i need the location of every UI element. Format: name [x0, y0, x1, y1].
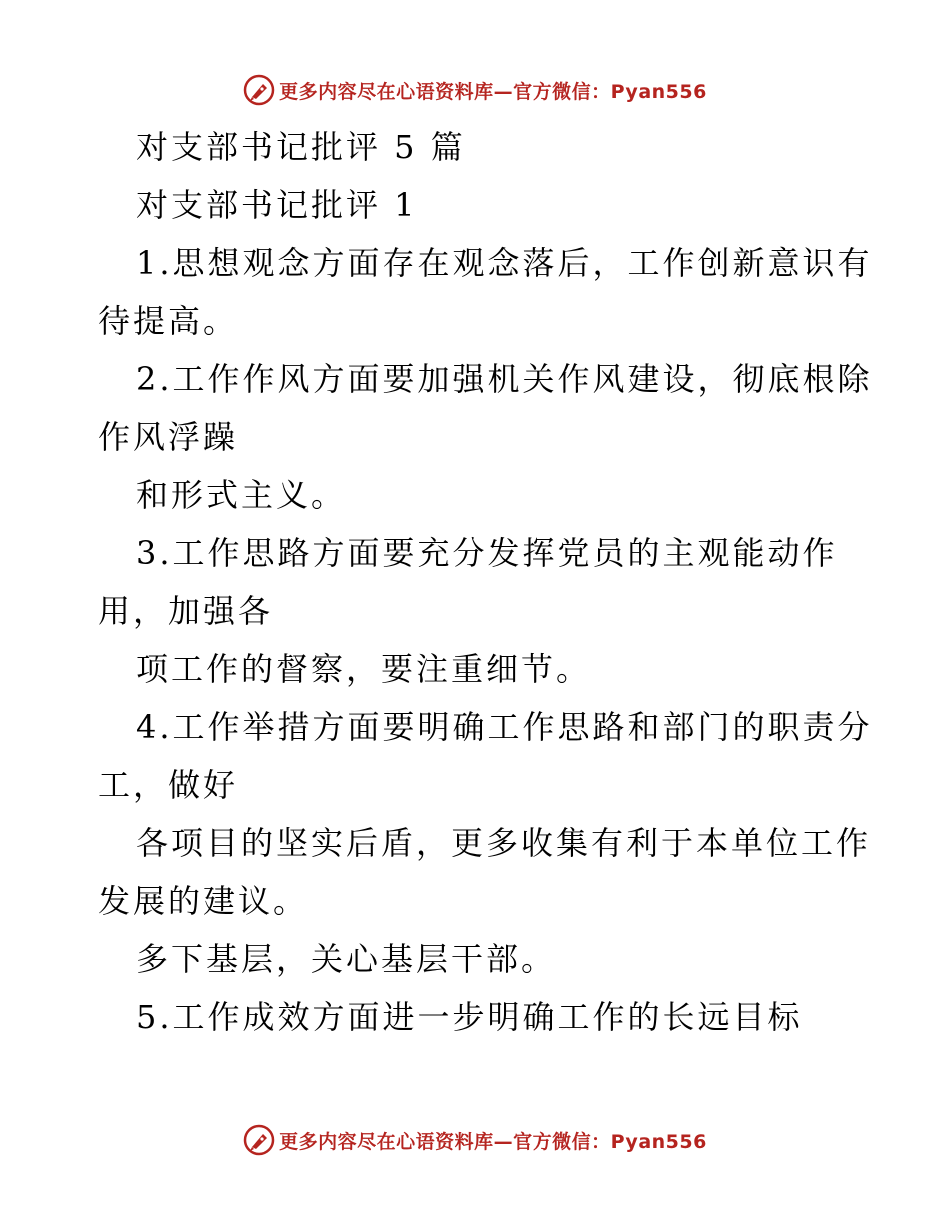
text-line: 2.工作作风方面要加强机关作风建设，彻底根除 — [136, 360, 873, 398]
text-line: 对支部书记批评 1 — [136, 186, 418, 224]
text-line: 待提高。 — [98, 302, 239, 340]
pen-nib-logo-icon — [243, 1124, 275, 1156]
text-line: 工，做好 — [98, 766, 239, 804]
pen-nib-logo-icon — [243, 74, 275, 106]
text-line: 和形式主义。 — [136, 476, 347, 514]
document-body — [98, 118, 873, 1046]
text-line: 各项目的坚实后盾，更多收集有利于本单位工作 — [136, 824, 872, 862]
text-line: 3.工作思路方面要充分发挥党员的主观能动作 — [136, 534, 838, 572]
header-banner — [0, 70, 950, 110]
banner-text: 更多内容尽在心语资料库—官方微信：Pyan556 — [279, 1130, 707, 1153]
text-line: 1.思想观念方面存在观念落后，工作创新意识有 — [136, 244, 873, 282]
text-line: 用，加强各 — [98, 592, 274, 630]
text-line: 项工作的督察，要注重细节。 — [136, 650, 592, 688]
text-line: 对支部书记批评 5 篇 — [136, 128, 466, 166]
text-line: 多下基层，关心基层干部。 — [136, 940, 557, 978]
text-line: 作风浮躁 — [98, 418, 239, 456]
banner-text: 更多内容尽在心语资料库—官方微信：Pyan556 — [279, 80, 707, 103]
text-line: 发展的建议。 — [98, 882, 309, 920]
text-line: 5.工作成效方面进一步明确工作的长远目标 — [136, 998, 803, 1036]
footer-banner — [0, 1120, 950, 1160]
text-line: 4.工作举措方面要明确工作思路和部门的职责分 — [136, 708, 873, 746]
